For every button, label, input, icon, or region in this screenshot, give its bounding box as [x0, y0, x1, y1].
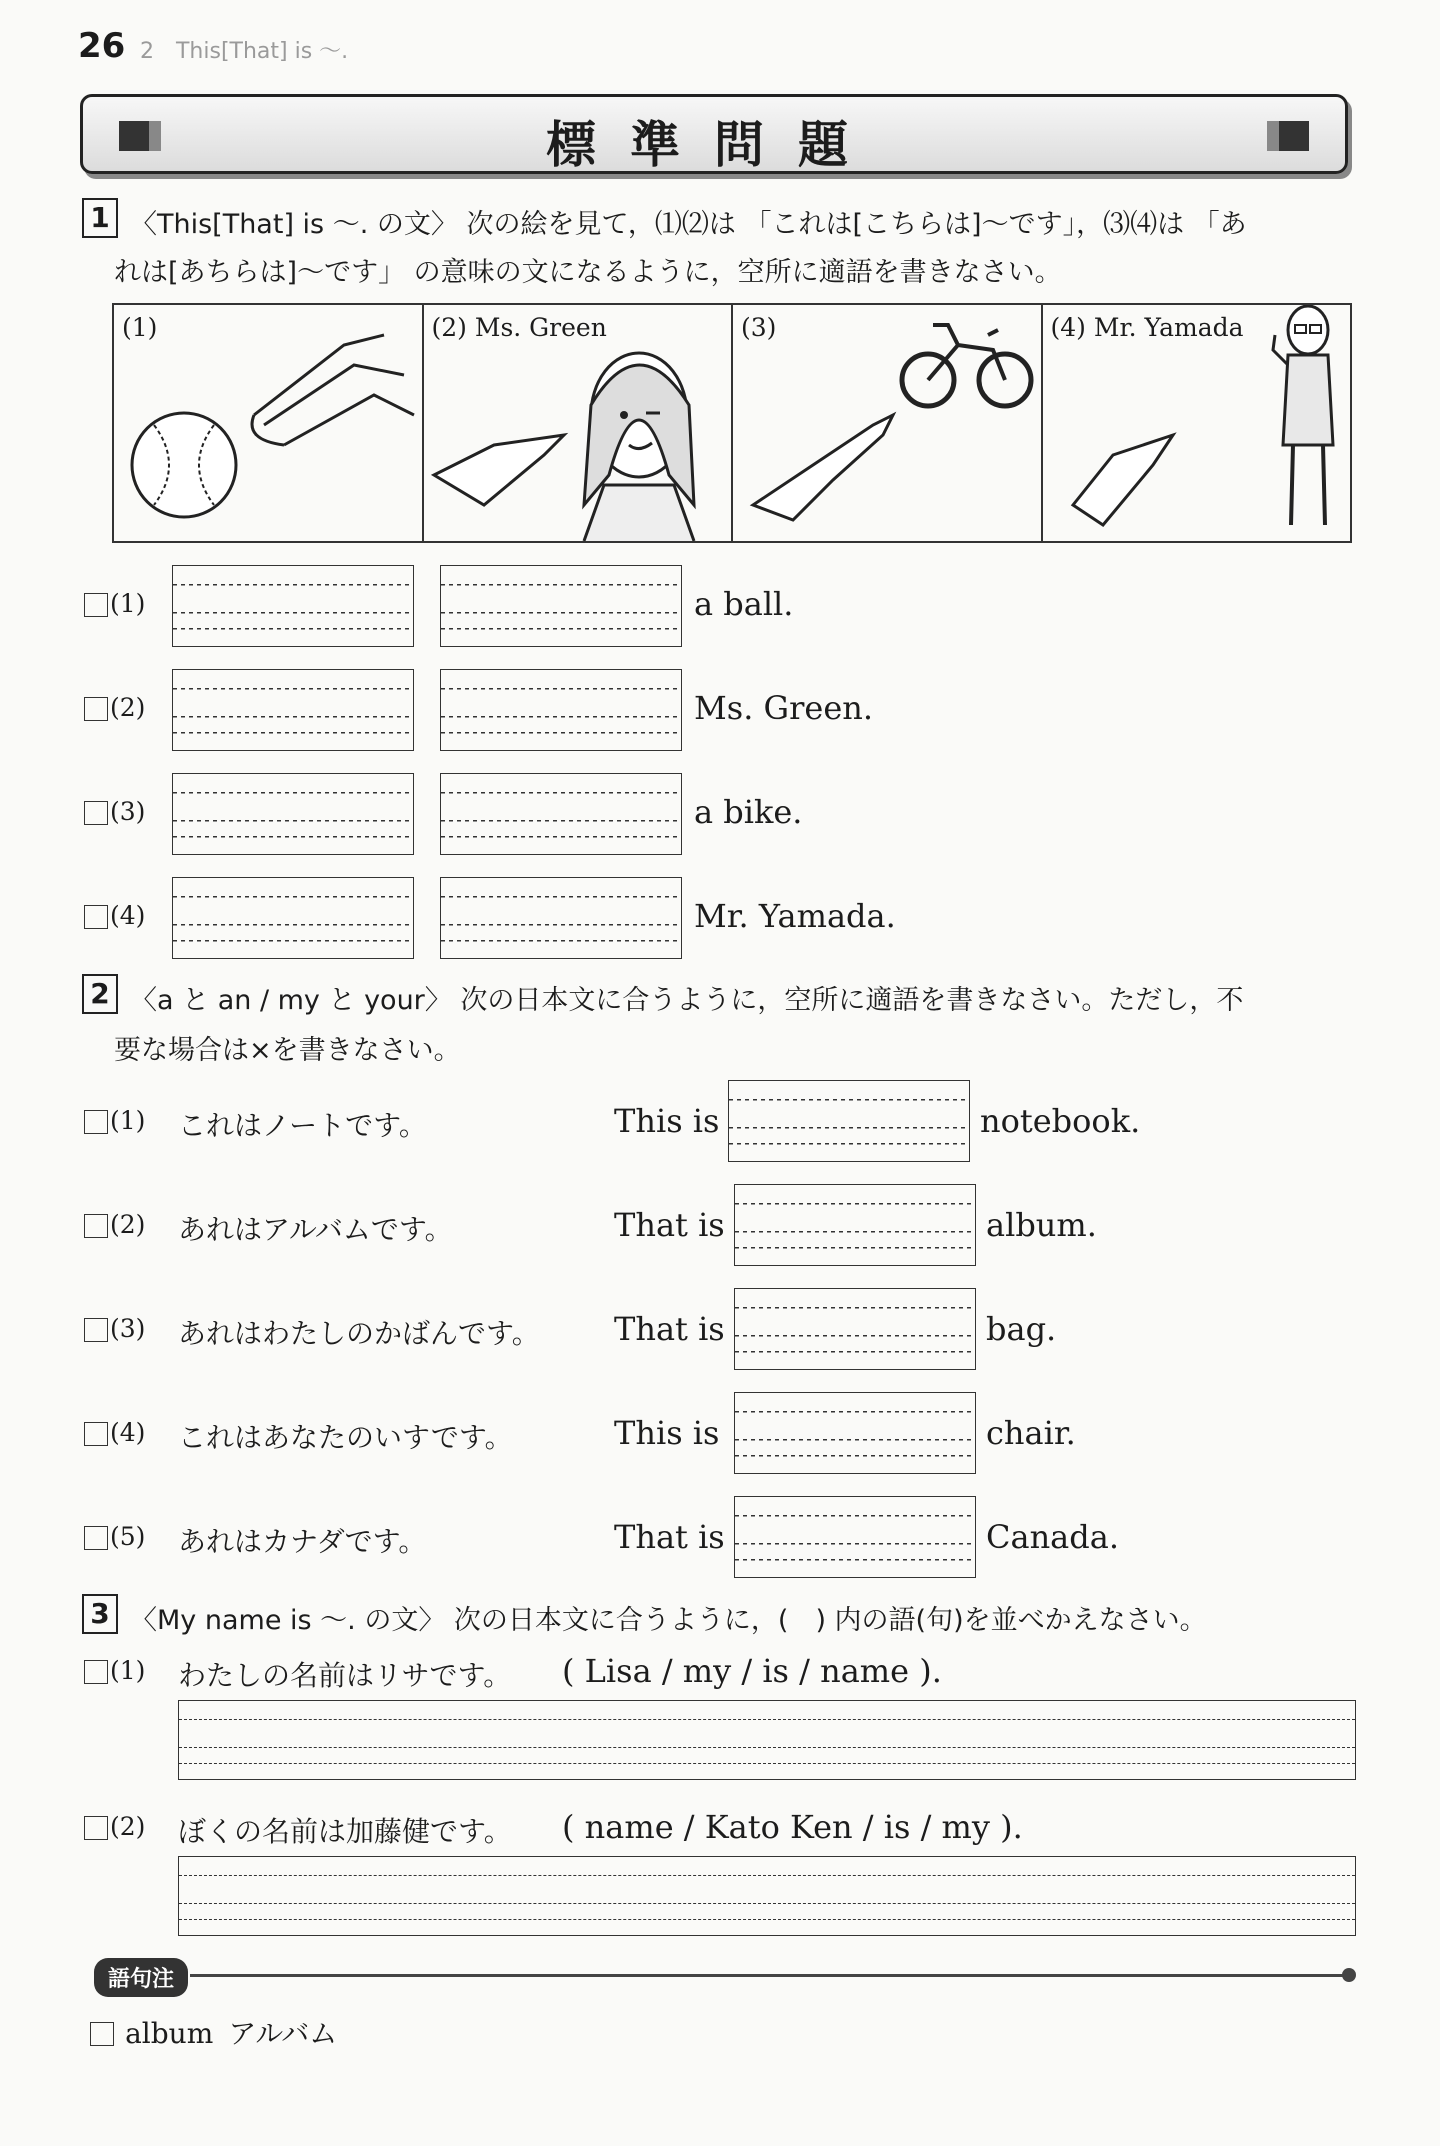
- answer-box[interactable]: [440, 669, 682, 751]
- answer-box[interactable]: [172, 773, 414, 855]
- word-options: ( name / Kato Ken / is / my ).: [562, 1808, 1023, 1846]
- japanese-sentence: これはあなたのいすです。: [178, 1421, 513, 1454]
- woman-icon: [424, 305, 733, 541]
- answer-box[interactable]: [440, 565, 682, 647]
- checkbox[interactable]: [84, 905, 108, 929]
- q1-instruction-line2: れは[あちらは]～です」 の意味の文になるように，空所に適語を書きなさい。: [114, 257, 1062, 288]
- q1-item-4: [84, 877, 984, 959]
- item-number: (5): [110, 1522, 146, 1551]
- answer-box[interactable]: [440, 773, 682, 855]
- answer-box[interactable]: [172, 669, 414, 751]
- bike-and-hand-icon: [733, 305, 1042, 541]
- answer-line-box[interactable]: [178, 1700, 1356, 1780]
- section-title: 標準問題: [546, 116, 882, 174]
- answer-box[interactable]: [734, 1184, 976, 1266]
- sentence-start: That is: [614, 1518, 725, 1556]
- item-number: (4): [110, 901, 146, 930]
- q1-item-1: [84, 565, 984, 647]
- item-number: (2): [110, 1210, 146, 1239]
- sentence-end: a bike.: [694, 793, 803, 831]
- japanese-sentence: これはノートです。: [178, 1109, 427, 1142]
- question-number-2: 2: [82, 974, 118, 1014]
- panel-label: (3): [741, 313, 777, 342]
- sentence-end: a ball.: [694, 585, 794, 623]
- checkbox[interactable]: [84, 1422, 108, 1446]
- sentence-start: That is: [614, 1310, 725, 1348]
- glossary-divider: [190, 1974, 1346, 1977]
- checkbox[interactable]: [84, 1214, 108, 1238]
- item-number: (4): [110, 1418, 146, 1447]
- sentence-end: album.: [986, 1206, 1097, 1244]
- glossary-heading: 語句注: [94, 1958, 188, 1997]
- q2-item-5: [84, 1496, 1184, 1578]
- panel-ms-green: [424, 305, 734, 541]
- item-number: (2): [110, 693, 146, 722]
- checkbox[interactable]: [84, 593, 108, 617]
- q3-item-1: [84, 1644, 1360, 1794]
- ball-and-hand-icon: [114, 305, 422, 541]
- q2-instruction-line2: 要な場合は×を書きなさい。: [114, 1035, 461, 1066]
- checkbox[interactable]: [84, 801, 108, 825]
- illustration-strip: [112, 303, 1352, 543]
- sentence-end: Ms. Green.: [694, 689, 874, 727]
- japanese-sentence: ぼくの名前は加藤健です。: [178, 1815, 512, 1848]
- item-number: (1): [110, 589, 146, 618]
- page-number: 26: [78, 26, 126, 66]
- sentence-end: Canada.: [986, 1518, 1119, 1556]
- checkbox[interactable]: [90, 2022, 114, 2046]
- checkbox[interactable]: [84, 1816, 108, 1840]
- checkbox[interactable]: [84, 1660, 108, 1684]
- question-number-3: 3: [82, 1594, 118, 1634]
- sentence-end: bag.: [986, 1310, 1057, 1348]
- running-head: 2 This[That] is ～.: [140, 39, 349, 64]
- item-number: (3): [110, 1314, 146, 1343]
- q2-instruction-line1: 〈a と an / my と your〉 次の日本文に合うように，空所に適語を書きなさい。ただし，不: [130, 985, 1244, 1016]
- answer-box[interactable]: [172, 565, 414, 647]
- section-banner: [80, 94, 1348, 174]
- q1-item-2: [84, 669, 984, 751]
- item-number: (3): [110, 797, 146, 826]
- q2-item-4: [84, 1392, 1184, 1474]
- checkbox[interactable]: [84, 697, 108, 721]
- answer-box[interactable]: [734, 1392, 976, 1474]
- answer-box[interactable]: [734, 1496, 976, 1578]
- answer-line-box[interactable]: [178, 1856, 1356, 1936]
- q1-instruction-line1: 〈This[That] is ～. の文〉 次の絵を見て，⑴⑵は 「これは[こちらは]～です」，⑶⑷は 「あ: [130, 209, 1247, 240]
- japanese-sentence: あれはわたしのかばんです。: [178, 1317, 540, 1350]
- sentence-start: This is: [614, 1414, 720, 1452]
- sentence-end: Mr. Yamada.: [694, 897, 896, 935]
- word-options: ( Lisa / my / is / name ).: [562, 1652, 942, 1690]
- q2-item-1: [84, 1080, 1184, 1162]
- answer-box[interactable]: [734, 1288, 976, 1370]
- glossary-entry: [90, 2012, 337, 2052]
- glossary-entry-jp: アルバム: [228, 2017, 338, 2050]
- item-number: (2): [110, 1812, 146, 1841]
- panel-mr-yamada: [1043, 305, 1351, 541]
- sentence-start: This is: [614, 1102, 720, 1140]
- checkbox[interactable]: [84, 1318, 108, 1342]
- answer-box[interactable]: [172, 877, 414, 959]
- q1-item-3: [84, 773, 984, 855]
- sentence-end: notebook.: [980, 1102, 1141, 1140]
- answer-box[interactable]: [728, 1080, 970, 1162]
- answer-box[interactable]: [440, 877, 682, 959]
- panel-ball: [114, 305, 424, 541]
- panel-label: (2) Ms. Green: [431, 313, 607, 342]
- q2-item-2: [84, 1184, 1184, 1266]
- glossary-entry-en: album: [125, 2017, 214, 2050]
- item-number: (1): [110, 1656, 146, 1685]
- q3-item-2: [84, 1800, 1360, 1950]
- glossary-divider-dot: [1342, 1968, 1356, 1982]
- sentence-end: chair.: [986, 1414, 1076, 1452]
- sentence-start: That is: [614, 1206, 725, 1244]
- panel-bike: [733, 305, 1043, 541]
- panel-label: (4) Mr. Yamada: [1050, 313, 1244, 342]
- japanese-sentence: わたしの名前はリサです。: [178, 1659, 512, 1692]
- checkbox[interactable]: [84, 1526, 108, 1550]
- q3-instruction: 〈My name is ～. の文〉 次の日本文に合うように，( ) 内の語(句)を並べかえなさい。: [130, 1605, 1207, 1636]
- japanese-sentence: あれはカナダです。: [178, 1525, 427, 1558]
- japanese-sentence: あれはアルバムです。: [178, 1213, 453, 1246]
- panel-label: (1): [122, 313, 158, 342]
- banner-right-mark-icon: [1279, 121, 1309, 151]
- q2-item-3: [84, 1288, 1184, 1370]
- checkbox[interactable]: [84, 1110, 108, 1134]
- question-number-1: 1: [82, 198, 118, 238]
- man-and-hand-icon: [1043, 305, 1352, 541]
- item-number: (1): [110, 1106, 146, 1135]
